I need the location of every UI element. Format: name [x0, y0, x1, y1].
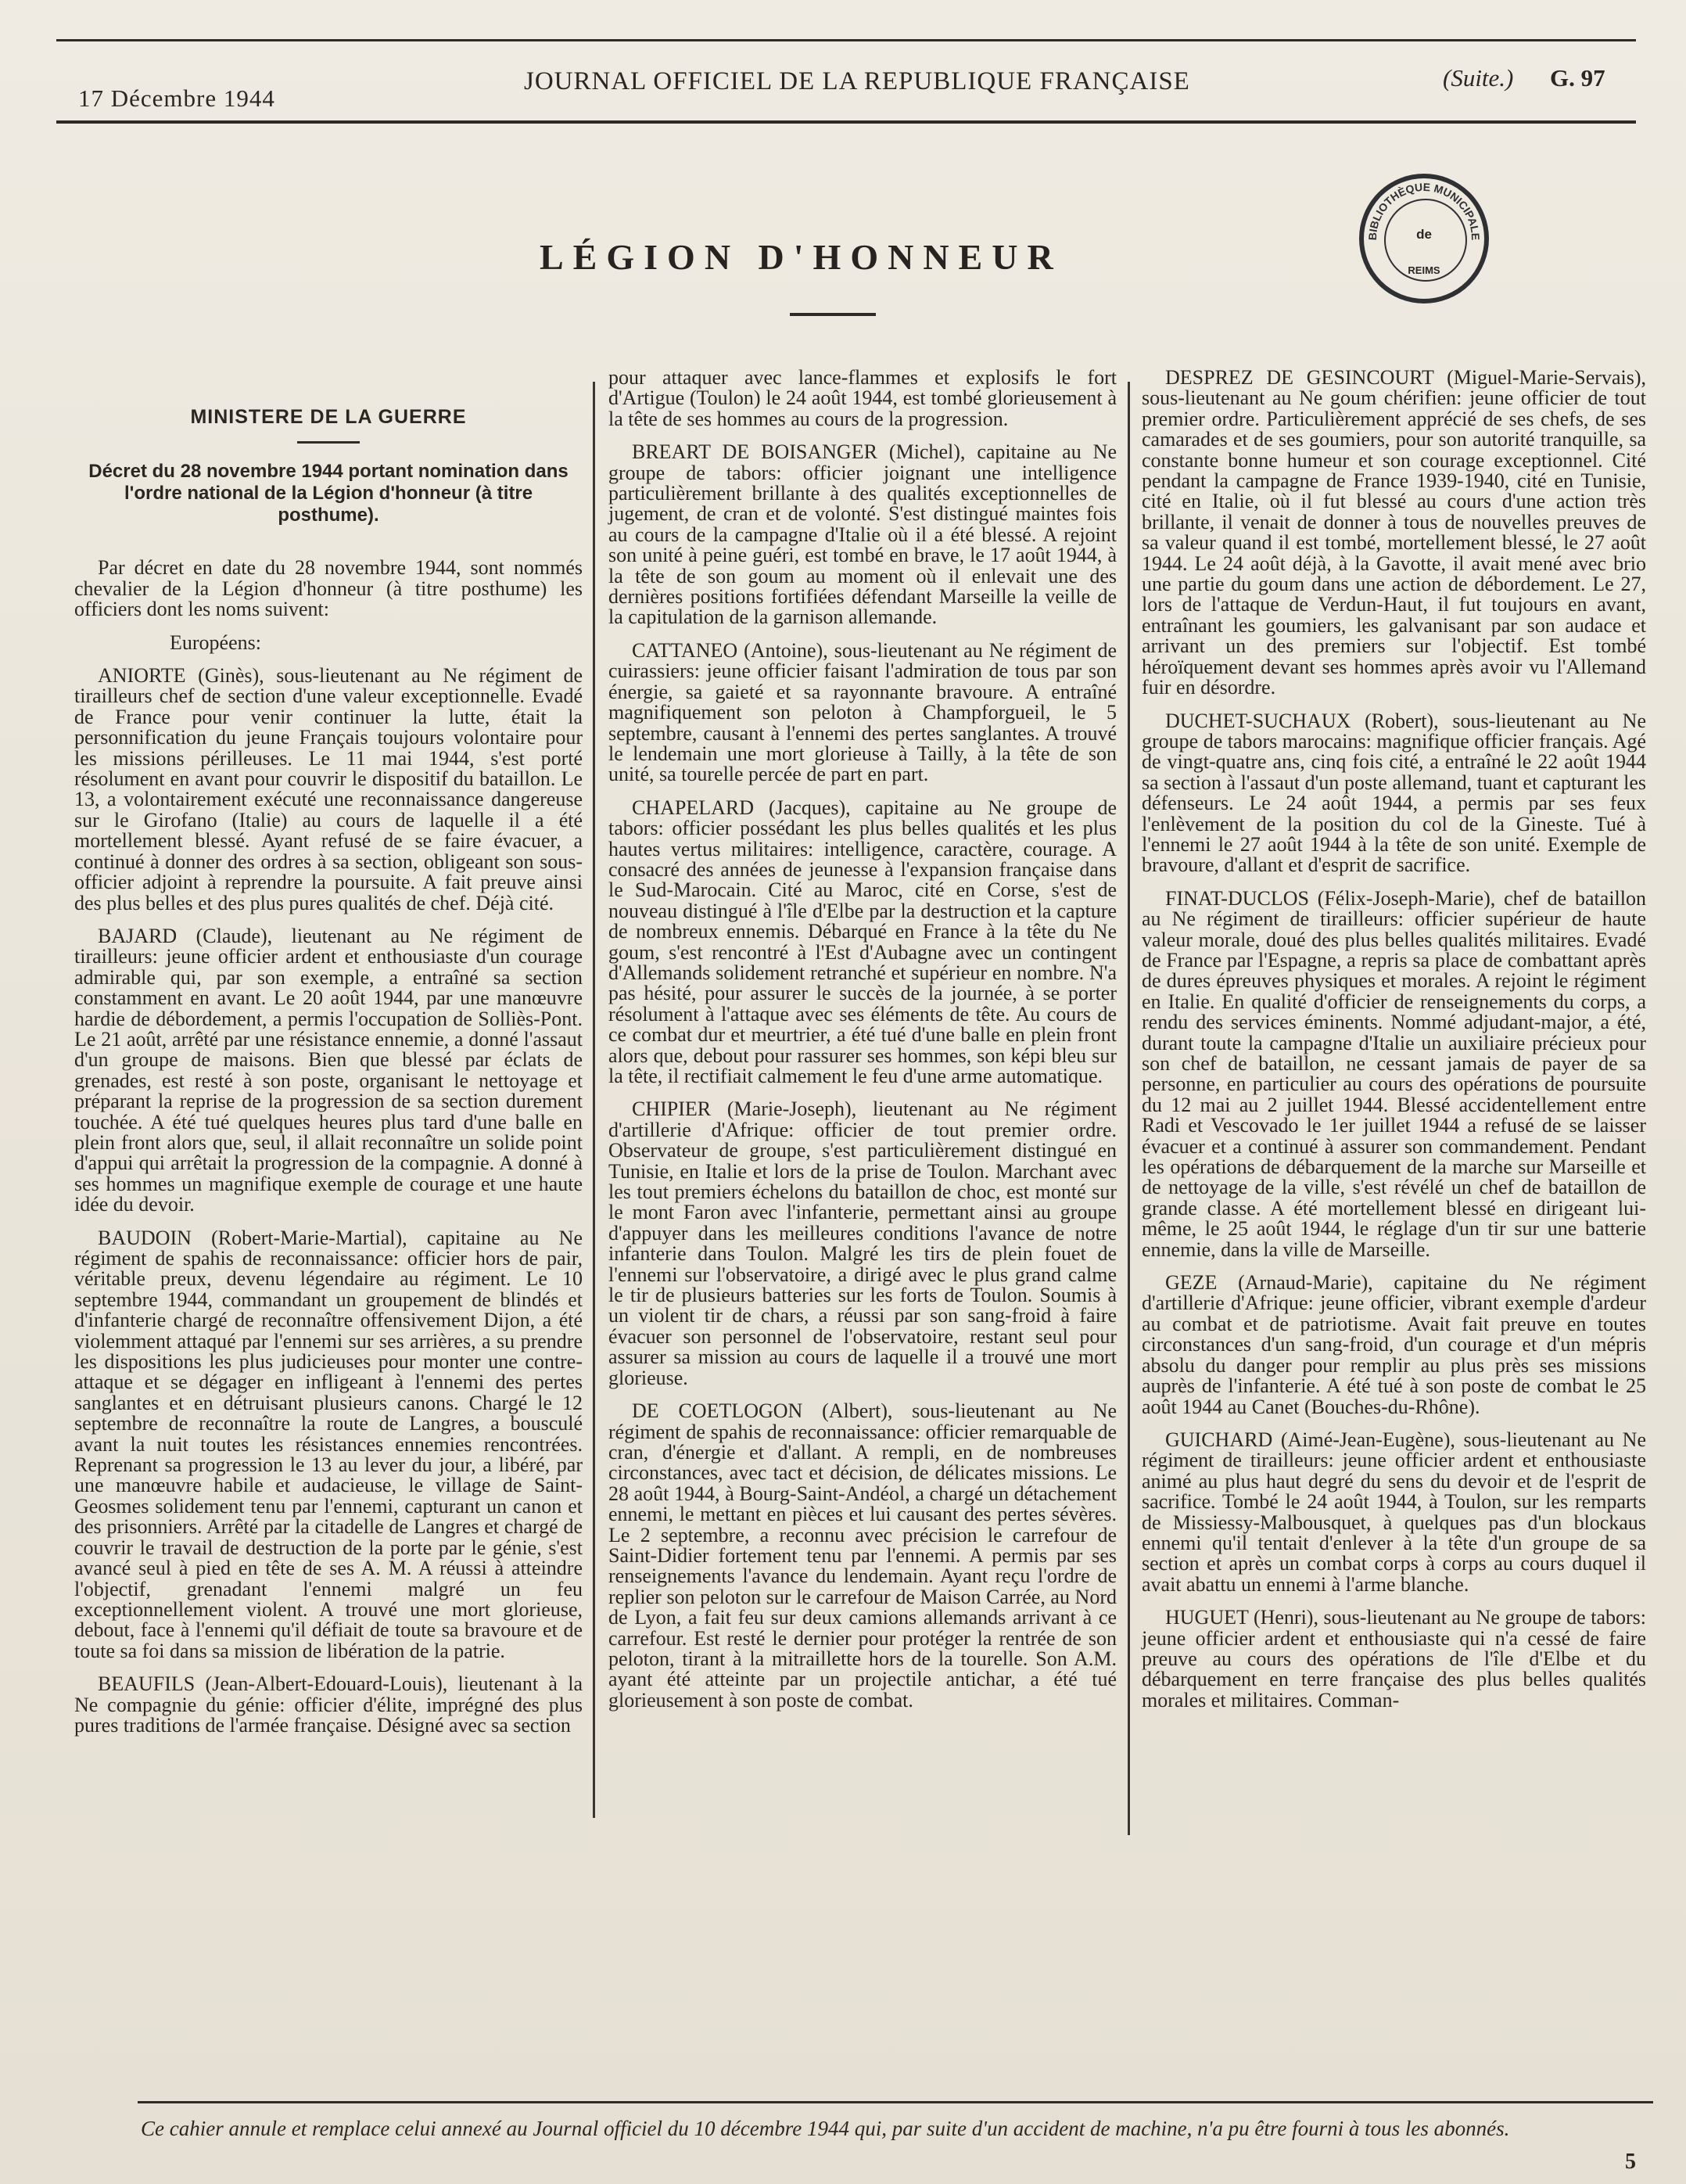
- header-rule: [56, 120, 1636, 124]
- entry-cattaneo: CATTANEO (Antoine), sous-lieutenant au Ne régiment de cuirassiers: jeune officier faisant l'admiration de tous par son énergie, sa gaieté et sa rayonnante bravoure. A entraîné magnifiquement son peloton à Champforgueil, le 5 septembre, causant à l'ennemi des pertes sanglantes. A trouvé le lendemain une mort glorieuse à Tailly, à la tête de son unité, sa tourelle percée de part en part.: [608, 638, 1117, 786]
- entry-geze: GEZE (Arnaud-Marie), capitaine du Ne régiment d'artillerie d'Afrique: jeune officier, vibrant exemple d'ardeur au combat et de patriotisme. Avait fait preuve en toutes circonstances d'un sang-froid, d'un courage et d'un mépris absolu du danger pour remplir au plus près ses missions auprès de l'infanterie. A été tué à son poste de combat le 25 août 1944 au Canet (Bouches-du-Rhône).: [1142, 1271, 1646, 1418]
- entry-chipier: CHIPIER (Marie-Joseph), lieutenant au Ne régiment d'artillerie d'Afrique: officier de tout premier ordre. Observateur de groupe, s'est particulièrement distingué en Tunisie, en Italie et lors de la prise de Toulon. Marchant avec les tout premiers échelons du bataillon de choc, est monté sur le mont Faron avec l'infanterie, permettant ainsi au groupe d'appuyer dans les meilleures conditions l'avance de notre infanterie dans Toulon. Malgré les tirs de plein fouet de l'ennemi sur l'observatoire, a dirigé avec le plus grand calme le tir de plusieurs batteries sur les forts de Toulon. Soumis à un violent tir de chars, a réussi par son sang-froid à faire évacuer son personnel de l'observatoire, restant seul pour assurer sa mission au cours de laquelle il a trouvé une mort glorieuse.: [608, 1097, 1117, 1389]
- entry-duchet-suchaux: DUCHET-SUCHAUX (Robert), sous-lieutenant au Ne groupe de tabors marocains: magnifique officier français. Agé de vingt-quatre ans, cinq fois cité, a entraîné le 22 août 1944 sa section à l'assaut d'un poste allemand, tuant et capturant les défenseurs. Le 24 août 1944, a permis par ses feux l'enlèvement de la position du col de la Gineste. Tué à l'ennemi le 27 août 1944 à la tête de son unité. Exemple de bravoure, d'allant et d'esprit de sacrifice.: [1142, 709, 1646, 877]
- page-header: [78, 63, 1639, 110]
- stamp-middle-text: de: [1416, 227, 1432, 242]
- entry-beaufils: BEAUFILS (Jean-Albert-Edouard-Louis), lieutenant à la Ne compagnie du génie: officier d'élite, imprégné des plus pures traditions de l'armée française. Désigné avec sa section: [74, 1672, 583, 1737]
- library-stamp: [1359, 174, 1489, 304]
- entry-baudoin: BAUDOIN (Robert-Marie-Martial), capitaine au Ne régiment de spahis de reconnaissance: officier hors de pair, véritable preux, devenu légendaire au régiment. Le 10 septembre 1944, commandant un groupement de blindés et d'infanterie chargé de reconnaître offensivement Dijon, a été violemment attaqué par l'ennemi sur ses arrières, a su prendre les dispositions les plus judicieuses pour monter une contre-attaque et se dégager en infligeant à l'ennemi des pertes sanglantes et en détruisant plusieurs canons. Chargé le 12 septembre de reconnaître la route de Langres, a bousculé avant la nuit toutes les résistances ennemies rencontrées. Reprenant sa progression le 13 au lever du jour, a libéré, par une manœuvre habile et audacieuse, le village de Saint-Geosmes solidement tenu par l'ennemi, capturant un canon et des prisonniers. Arrêté par la citadelle de Langres et chargé de couvrir le travail de destruction de la porte par le génie, s'est avancé seul à pied en tête de ses A. M. A réussi à atteindre l'objectif, grenadant l'ennemi malgré un feu exceptionnellement violent. A trouvé une mort glorieuse, debout, face à l'ennemi qu'il défiait de toute sa bravoure et de toute sa foi dans sa mission de libération de la patrie.: [74, 1226, 583, 1662]
- journal-title: JOURNAL OFFICIEL DE LA REPUBLIQUE FRANÇAISE: [524, 67, 1190, 95]
- entry-continuation: pour attaquer avec lance-flammes et explosifs le fort d'Artigue (Toulon) le 24 août 1944, est tombé glorieusement à la tête de ses hommes au cours de la progression.: [608, 366, 1117, 430]
- page-number: G. 97: [1550, 64, 1605, 92]
- entry-aniorte: ANIORTE (Ginès), sous-lieutenant au Ne régiment de tirailleurs chef de section d'une valeur exceptionnelle. Evadé de France pour venir continuer la lutte, était la personnification du jeune Français toujours volontaire pour les missions périlleuses. Le 11 mai 1944, s'est porté résolument en avant pour couvrir le dispositif du bataillon. Le 13, a volontairement exécuté une reconnaissance dangereuse sur le Girofano (Italie) au cours de laquelle il a été mortellement blessé. Ayant refusé de se faire évacuer, a continué à donner des ordres à sa section, obligeant son sous-officier adjoint à reprendre la poursuite. A fait preuve ainsi des plus belles et des plus pures qualités de chef. Déjà cité.: [74, 664, 583, 914]
- entry-finat-duclos: FINAT-DUCLOS (Félix-Joseph-Marie), chef de bataillon au Ne régiment de tirailleurs: officier supérieur de haute valeur morale, doué des plus belles qualités militaires. Evadé de France par l'Espagne, a repris sa place de combattant après de dures épreuves physiques et morales. A rejoint le régiment en Italie. En qualité d'officier de renseignements du corps, a rendu des services éminents. Nommé adjudant-major, a été, durant toute la campagne d'Italie un auxiliaire précieux pour son chef de bataillon, ne cessant jamais de payer de sa personne, en particulier au cours des opérations de poursuite du 12 mai au 2 juillet 1944. Blessé accidentellement entre Radi et Vescovado le 1er juillet 1944 a refusé de se laisser évacuer et a continué à assurer son commandement. Pendant les opérations de débarquement de la marche sur Marseille et de nettoyage de la ville, s'est révélé un chef de bataillon de grande classe. A été mortellement blessé en dirigeant lui-même, le 25 août 1944, le réglage d'un tir sur une batterie ennemie, dans la ville de Marseille.: [1142, 886, 1646, 1261]
- entry-bajard: BAJARD (Claude), lieutenant au Ne régiment de tirailleurs: jeune officier ardent et enthousiaste d'un courage admirable qui, par son exemple, a entraîné sa section constamment en avant. Le 20 août 1944, par une manœuvre hardie de débordement, a permis l'occupation de Solliès-Pont. Le 21 août, arrêté par une résistance ennemie, a donné l'assaut d'un groupe de maisons. Bien que blessé par éclats de grenades, est resté à son poste, organisant le nettoyage et préparant la reprise de la progression de sa section durement touchée. A été tué quelques heures plus tard d'une balle en plein front alors que, seul, il allait reconnaître un solide point d'appui qui arrêtait la progression de la compagnie. A donné à ses hommes un magnifique exemple de courage et une haute idée du devoir.: [74, 924, 583, 1216]
- column-rule-right: [1128, 382, 1130, 1835]
- subheading: Européens:: [170, 630, 261, 654]
- bottom-page-number: 5: [1625, 2150, 1636, 2174]
- suite-label: (Suite.): [1443, 64, 1514, 92]
- header-date: 17 Décembre 1944: [78, 84, 275, 112]
- entry-chapelard: CHAPELARD (Jacques), capitaine au Ne groupe de tabors: officier possédant les plus belles qualités et les plus hautes vertus militaires: intelligence, caractère, courage. A consacré des années de jeunesse à l'expansion française dans le Sud-Marocain. Cité au Maroc, cité en Corse, s'est de nouveau distingué à l'île d'Elbe par la destruction et la capture de nombreux ennemis. Débarqué en France à la tête du Ne goum, s'est rencontré à l'Est d'Aubagne avec un contingent d'Allemands solidement retranché et supérieur en nombre. N'a pas hésité, pour assurer le succès de la journée, à se porter résolument à l'attaque avec ses éléments de tête. Au cours de ce combat dur et meurtrier, a été tué d'une balle en plein front alors que, debout pour rassurer ses hommes, son képi bleu sur la tête, il rectifiait calmement le feu d'une arme automatique.: [608, 796, 1117, 1087]
- entry-de-coetlogon: DE COETLOGON (Albert), sous-lieutenant au Ne régiment de spahis de reconnaissance: officier remarquable de cran, d'énergie et d'allant. A rempli, en de nombreuses circonstances, avec tact et décision, de délicates missions. Le 28 août 1944, à Bourg-Saint-Andéol, a chargé un détachement ennemi, le mettant en pièces et lui causant des pertes sévères. Le 2 septembre, a reconnu avec précision le carrefour de Saint-Didier fortement tenu par l'ennemi. A permis par ses renseignements l'avance du lendemain. Ayant reçu l'ordre de replier son peloton sur le carrefour de Maison Carrée, au Nord de Lyon, a fait feu sur deux camions allemands arrivant à ce carrefour. Est resté le dernier pour protéger la rentrée de son peloton, tirant à la mitraillette hors de la tourelle. Son A.M. ayant été atteinte par un projectile antichar, a été tué glorieusement à son poste de combat.: [608, 1399, 1117, 1712]
- entry-huguet: HUGUET (Henri), sous-lieutenant au Ne groupe de tabors: jeune officier ardent et enthousiaste qui n'a cessé de faire preuve au cours des opérations de l'île d'Elbe et du débarquement en terre française des plus belles qualités morales et militaires. Comman-: [1142, 1606, 1646, 1712]
- footer-notice: Ce cahier annule et remplace celui annexé au Journal officiel du 10 décembre 1944 qui, par suite d'un accident de machine, n'a pu être fourni à tous les abonnés.: [141, 2117, 1510, 2140]
- main-title: LÉGION D'HONNEUR: [540, 237, 1063, 277]
- stamp-top-text: BIBLIOTHÈQUE MUNICIPALE: [1365, 180, 1483, 241]
- footer-rule: [138, 2101, 1653, 2103]
- top-rule: [56, 39, 1636, 41]
- column-left: [74, 368, 583, 1748]
- entry-desprez-de-gesincourt: DESPREZ DE GESINCOURT (Miguel-Marie-Servais), sous-lieutenant au Ne goum chérifien: jeune officier de tout premier ordre. Particulièrement apprécié de ses chefs, de ses camarades et de ses goumiers, pour son autorité tranquille, sa constante bonne humeur et son courage exceptionnel. Cité pendant la campagne de France 1939-1940, cité en Tunisie, cité en Italie, où il fut blessé au cours d'une action très brillante, il venait de donner à tous de nouvelles preuves de sa valeur quand il est tombé, mortellement blessé, le 27 août 1944. Le 24 août déjà, à la Gavotte, il avait mené avec brio une partie du goum dans une action de débordement. Le 27, lors de l'attaque de Verdun-Haut, il fut toujours en avant, entraînant les goumiers, les galvanisant par son audace et arrivant un des premiers sur l'objectif. Est tombé héroïquement devant ses hommes après avoir vu l'Allemand fuir en désordre.: [1142, 366, 1646, 699]
- entry-guichard: GUICHARD (Aimé-Jean-Eugène), sous-lieutenant au Ne régiment de tirailleurs: jeune officier ardent et enthousiaste animé au plus haut degré du sens du devoir et de l'esprit de sacrifice. Tombé le 24 août 1944, à Toulon, sur les remparts de Missiessy-Malbousquet, à quelques pas d'un blockaus ennemi qu'il tentait d'enlever à la tête d'un groupe de sa section et après un combat corps à corps au cours duquel il avait abattu un ennemi à l'arme blanche.: [1142, 1428, 1646, 1596]
- column-middle: [608, 368, 1117, 1723]
- title-rule: [790, 313, 876, 316]
- decree-intro: Par décret en date du 28 novembre 1944, sont nommés chevalier de la Légion d'honneur (à titre posthume) les officiers dont les noms suivent:: [74, 556, 583, 621]
- ministry-rule: [297, 441, 360, 444]
- decree-title: Décret du 28 novembre 1944 portant nomination dans l'ordre national de la Légion d'honneur (à titre posthume).: [88, 461, 569, 526]
- entry-breart-de-boisanger: BREART DE BOISANGER (Michel), capitaine au Ne groupe de tabors: officier joignant une intelligence particulièrement brillante à des qualités exceptionnelles de jugement, de cran et de volonté. S'est distingué maintes fois au cours de la campagne d'Italie où il a été blessé. A rejoint son unité à peine guéri, est tombé en brave, le 17 août 1944, à la tête de son goum au moment où il enlevait une des dernières positions fortifiées défendant Marseille la veille de la capitulation de la garnison allemande.: [608, 440, 1117, 629]
- column-right: [1142, 368, 1646, 1723]
- column-rule-left: [593, 382, 595, 1818]
- stamp-bottom-text: REIMS: [1408, 264, 1440, 276]
- ministry-heading: MINISTERE DE LA GUERRE: [190, 406, 467, 428]
